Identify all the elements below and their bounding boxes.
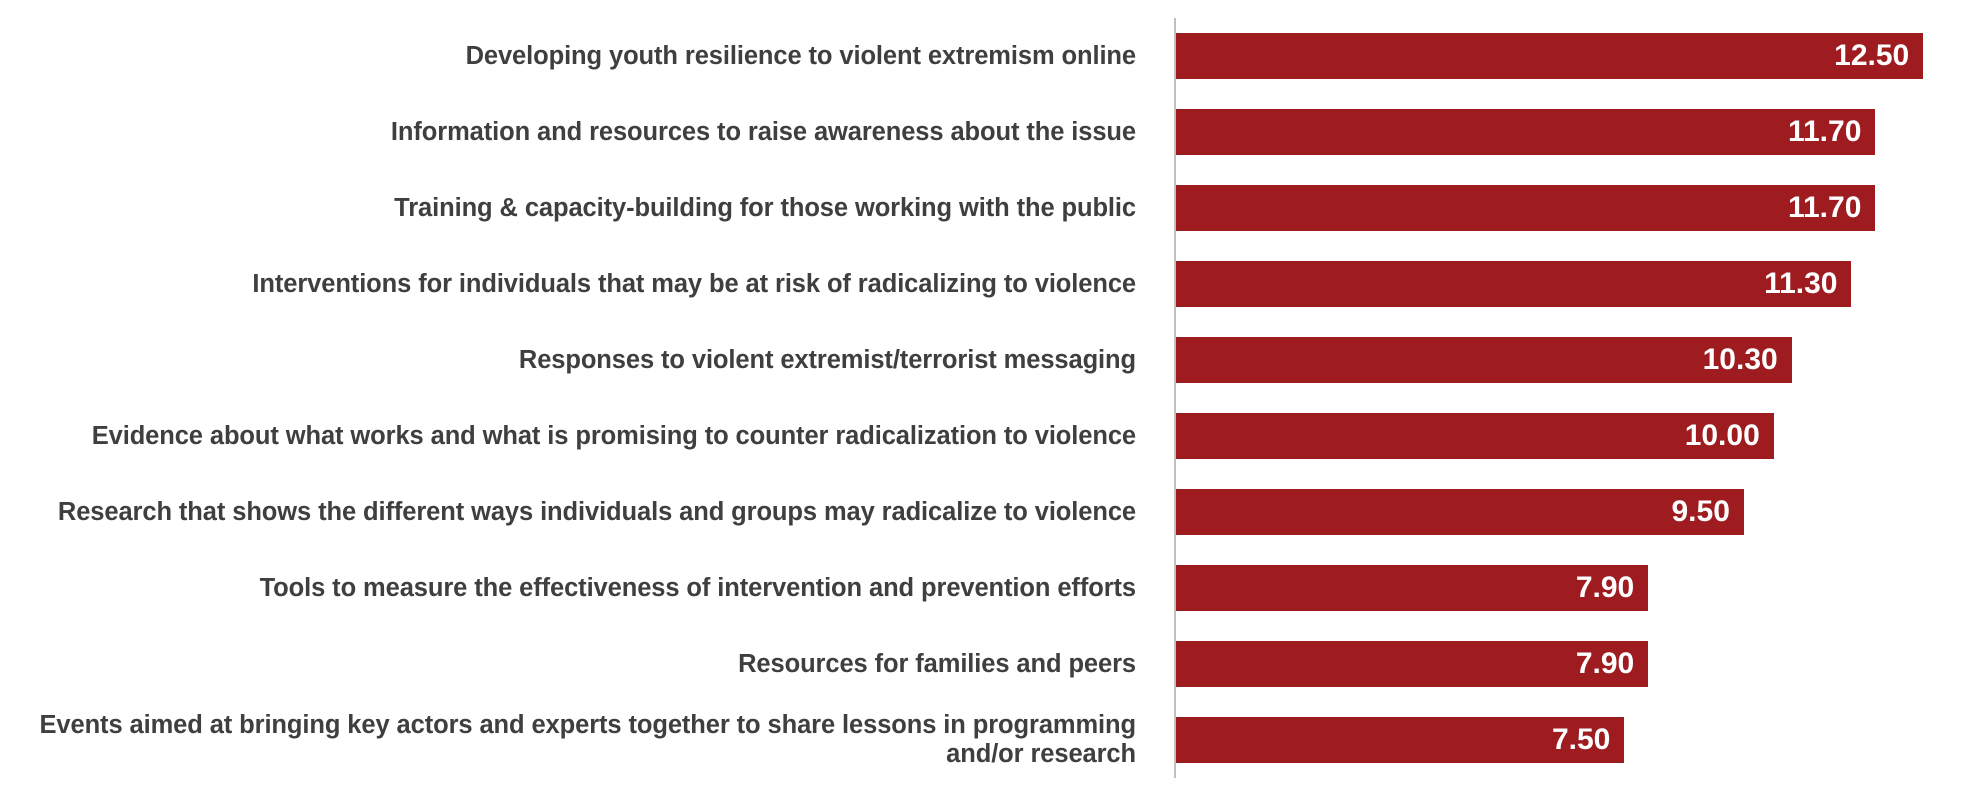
- bar-value-label: 12.50: [1834, 39, 1910, 72]
- bar-track: [1176, 550, 1983, 626]
- bar-track: [1176, 322, 1983, 398]
- category-label: Research that shows the different ways individuals and groups may radicalize to violence: [57, 497, 1136, 526]
- bar-track: [1176, 702, 1983, 778]
- bar-value-label: 9.50: [1671, 495, 1730, 528]
- bar-row: [0, 474, 1983, 550]
- bar[interactable]: [1176, 717, 1624, 763]
- category-label: Information and resources to raise awareness about the issue: [390, 117, 1136, 146]
- category-label: Tools to measure the effectiveness of intervention and prevention efforts: [259, 573, 1136, 602]
- bar[interactable]: [1176, 565, 1648, 611]
- bar-track: [1176, 398, 1983, 474]
- bar-value-label: 7.50: [1551, 723, 1611, 756]
- bar[interactable]: [1176, 109, 1875, 155]
- bar-track: [1176, 474, 1983, 550]
- bar-value-label: 11.70: [1787, 191, 1862, 224]
- bar-track: [1176, 18, 1983, 94]
- bar[interactable]: [1176, 185, 1875, 231]
- bar[interactable]: [1176, 489, 1744, 535]
- bar-value-label: 10.00: [1684, 419, 1760, 452]
- bar-value-label: 11.30: [1764, 267, 1838, 300]
- bar-track: [1176, 170, 1983, 246]
- bar-value-label: 7.90: [1575, 571, 1635, 604]
- bar-track: [1176, 626, 1983, 702]
- bar-track: [1176, 94, 1983, 170]
- bar-value-label: 10.30: [1702, 343, 1778, 376]
- bar-row: [0, 702, 1983, 778]
- category-label: Interventions for individuals that may be at risk of radicalizing to violence: [252, 269, 1136, 298]
- bar-row: [0, 322, 1983, 398]
- category-label: Events aimed at bringing key actors and experts together to share lessons in programming and/or research: [39, 711, 1136, 768]
- bar-rows: [0, 18, 1983, 778]
- bar-value-label: 11.70: [1787, 115, 1862, 148]
- category-label: Training & capacity-building for those working with the public: [394, 193, 1136, 222]
- bar[interactable]: [1176, 337, 1792, 383]
- bar-row: [0, 170, 1983, 246]
- category-label: Resources for families and peers: [738, 649, 1136, 678]
- bar-row: [0, 626, 1983, 702]
- bar-row: [0, 246, 1983, 322]
- bar-row: [0, 94, 1983, 170]
- category-label: Developing youth resilience to violent extremism online: [465, 41, 1136, 70]
- bar[interactable]: [1176, 413, 1774, 459]
- bar-row: [0, 550, 1983, 626]
- bar-value-label: 7.90: [1575, 647, 1635, 680]
- category-label: Evidence about what works and what is promising to counter radicalization to violence: [91, 421, 1136, 450]
- bar-row: [0, 18, 1983, 94]
- bar[interactable]: [1176, 33, 1923, 79]
- category-label: Responses to violent extremist/terrorist messaging: [518, 345, 1136, 374]
- bar-row: [0, 398, 1983, 474]
- bar-track: [1176, 246, 1983, 322]
- bar[interactable]: [1176, 641, 1648, 687]
- bar[interactable]: [1176, 261, 1851, 307]
